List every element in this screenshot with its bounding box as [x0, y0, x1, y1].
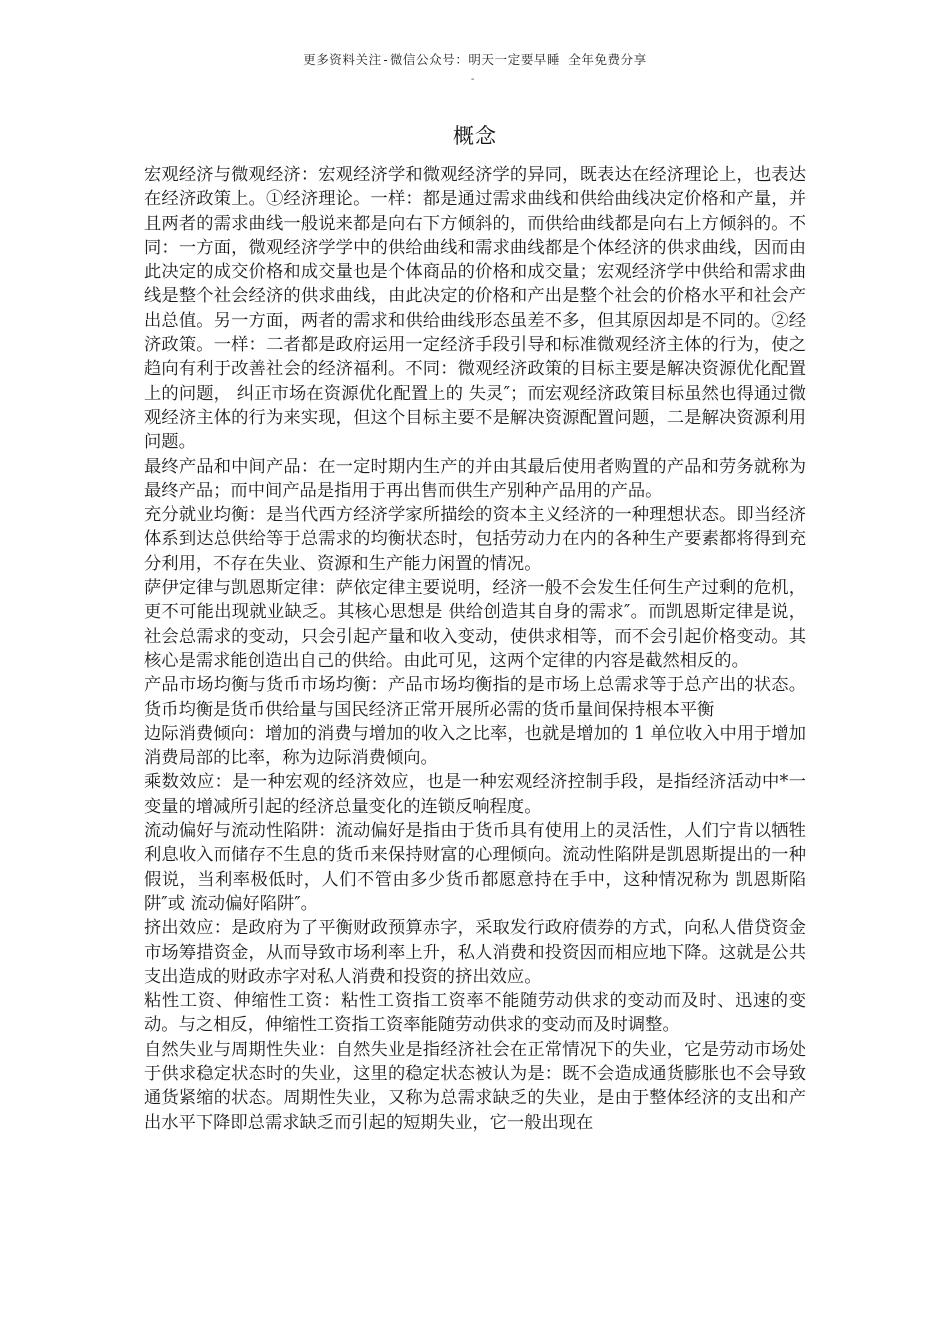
paragraph-market-equilibrium: 产品市场均衡与货币市场均衡：产品市场均衡指的是市场上总需求等于总产出的状态。货币均衡是货币供给量与国民经济正常开展所必需的货币量间保持根本平衡 [144, 675, 806, 720]
paragraph-final-intermediate-products: 最终产品和中间产品：在一定时期内生产的并由其最后使用者购置的产品和劳务就称为最终产品；而中间产品是指用于再出售而供生产别种产品用的产品。 [144, 456, 806, 501]
paragraph-say-keynes-law: 萨伊定律与凯恩斯定律：萨依定律主要说明，经济一般不会发生任何生产过剩的危机，更不可能出现就业缺乏。其核心思想是 供给创造其自身的需求″。而凯恩斯定律是说，社会总需求的变动，只会引起产量和收入变动，使供求相等，而不会引起价格变动。其核心是需求能创造出自己的供给。由此可见，这两个定律的内容是截然相反的。 [144, 578, 806, 671]
document-body [144, 163, 806, 1135]
paragraph-crowding-out: 挤出效应：是政府为了平衡财政预算赤字，采取发行政府债券的方式，向私人借贷资金市场筹措资金，从而导致市场利率上升，私人消费和投资因而相应地下降。这就是公共支出造成的财政赤字对私人消费和投资的挤出效应。 [144, 918, 806, 987]
paragraph-unemployment: 自然失业与周期性失业：自然失业是指经济社会在正常情况下的失业，它是劳动市场处于供求稳定状态时的失业，这里的稳定状态被认为是：既不会造成通货膨胀也不会导致通货紧缩的状态。周期性失业，又称为总需求缺乏的失业，是由于整体经济的支出和产出水平下降即总需求缺乏而引起的短期失业，它一般出现在 [144, 1039, 806, 1133]
paragraph-macro-micro: 宏观经济与微观经济：宏观经济学和微观经济学的异同，既表达在经济理论上，也表达在经济政策上。①经济理论。一样：都是通过需求曲线和供给曲线决定价格和产量，并且两者的需求曲线一般说来都是向右下方倾斜的，而供给曲线都是向右上方倾斜的。不同：一方面，微观经济学学中的供给曲线和需求曲线都是个体经济的供求曲线，因而由此决定的成交价格和成交量也是个体商品的价格和成交量；宏观经济学中供给和需求曲线是整个社会经济的供求曲线，由此决定的价格和产出是整个社会的价格水平和社会产出总值。另一方面，两者的需求和供给曲线形态虽差不多，但其原因却是不同的。②经济政策。一样：二者都是政府运用一定经济手段引导和标准微观经济主体的行为，使之趋向有利于改善社会的经济福利。不同：微观经济政策的目标主要是解决资源优化配置上的问题， 纠正市场在资源优化配置上的 失灵″；而宏观经济政策目标虽然也得通过微观经济主体的行为来实现，但这个目标主要不是解决资源配置问题，二是解决资源利用问题。 [144, 165, 806, 453]
page-header: 更多资料关注-微信公众号：明天一定要早睡 全年免费分享 [303, 52, 647, 67]
header-mark: - [471, 74, 475, 85]
document-title: 概念 [453, 124, 497, 148]
paragraph-liquidity-trap: 流动偏好与流动性陷阱：流动偏好是指由于货币具有使用上的灵活性，人们宁肯以牺牲利息收入而储存不生息的货币来保持财富的心理倾向。流动性陷阱是凯恩斯提出的一种假说，当利率极低时，人们不管由多少货币都愿意持在手中，这种情况称为 凯恩斯陷阱″或 流动偏好陷阱″。 [144, 821, 806, 914]
paragraph-multiplier: 乘数效应：是一种宏观的经济效应，也是一种宏观经济控制手段，是指经济活动中*一变量的增减所引起的经济总量变化的连锁反响程度。 [144, 772, 806, 817]
paragraph-mpc: 边际消费倾向：增加的消费与增加的收入之比率，也就是增加的 1 单位收入中用于增加消费局部的比率，称为边际消费倾向。 [144, 723, 806, 769]
paragraph-full-employment: 充分就业均衡：是当代西方经济学家所描绘的资本主义经济的一种理想状态。即当经济体系到达总供给等于总需求的均衡状态时，包括劳动力在内的各种生产要素都将得到充分利用，不存在失业、资源和生产能力闲置的情况。 [144, 505, 806, 574]
paragraph-sticky-wages: 粘性工资、伸缩性工资：粘性工资指工资率不能随劳动供求的变动而及时、迅速的变动。与之相反，伸缩性工资指工资率能随劳动供求的变动而及时调整。 [144, 991, 806, 1036]
